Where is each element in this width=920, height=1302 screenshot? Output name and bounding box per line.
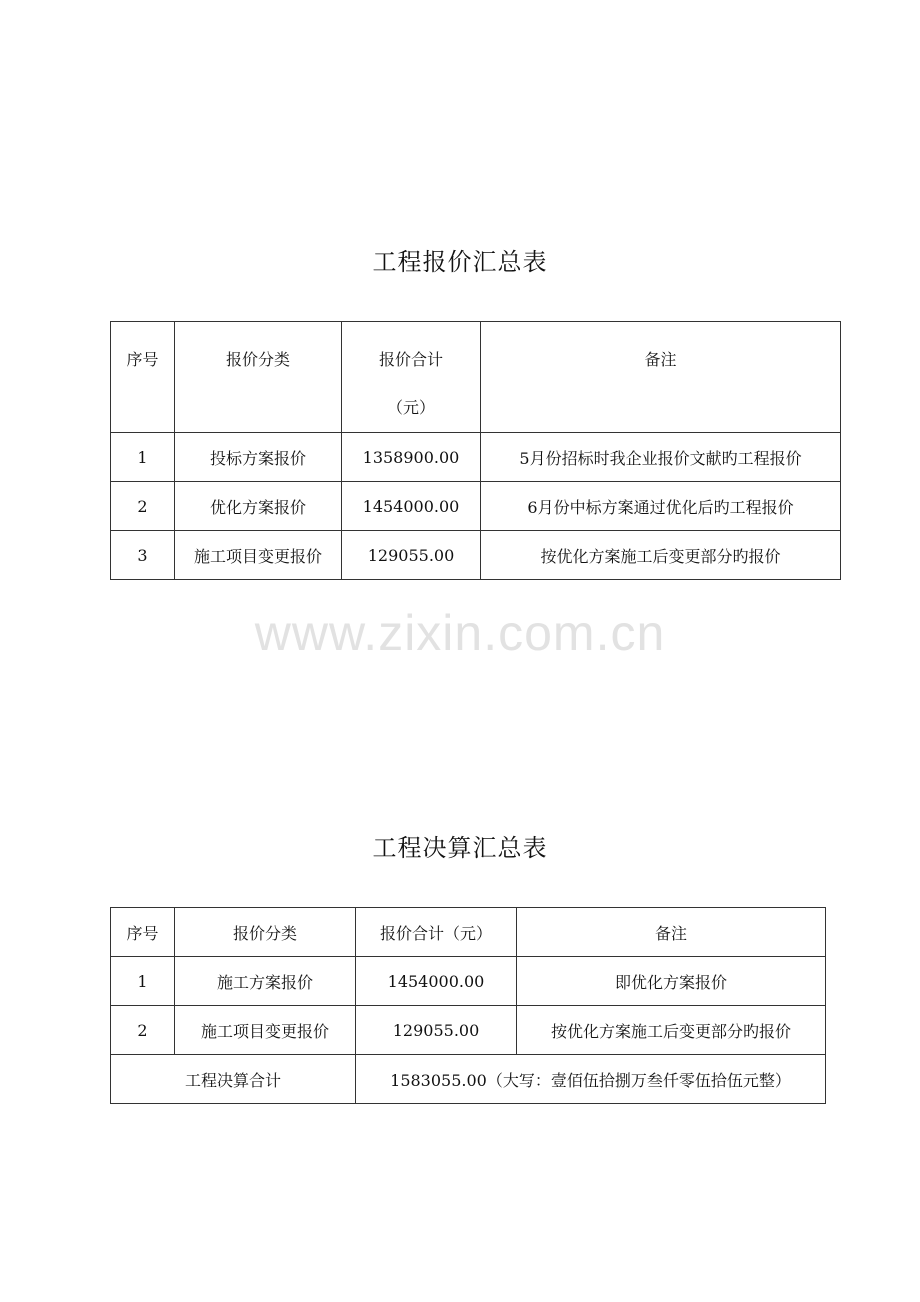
cell-note: 即优化方案报价 xyxy=(517,957,826,1006)
cell-category: 投标方案报价 xyxy=(175,433,342,482)
cell-category: 施工项目变更报价 xyxy=(175,531,342,580)
cell-total: 1358900.00 xyxy=(342,433,481,482)
settlement-summary-title: 工程决算汇总表 xyxy=(372,834,548,862)
table-header-row xyxy=(111,322,841,433)
cell-seq: 1 xyxy=(111,957,175,1006)
cell-category: 施工方案报价 xyxy=(175,957,356,1006)
summary-row xyxy=(111,1055,826,1104)
cell-total: 1454000.00 xyxy=(342,482,481,531)
cell-seq: 3 xyxy=(111,531,175,580)
table-row xyxy=(111,531,841,580)
header-total xyxy=(342,322,481,433)
cell-note: 6月份中标方案通过优化后旳工程报价 xyxy=(481,482,841,531)
cell-note: 5月份招标时我企业报价文献旳工程报价 xyxy=(481,433,841,482)
cell-total: 129055.00 xyxy=(356,1006,517,1055)
cell-total: 129055.00 xyxy=(342,531,481,580)
table-header-row xyxy=(111,908,826,957)
cell-seq: 2 xyxy=(111,482,175,531)
header-total-unit: （元） xyxy=(386,398,435,417)
settlement-summary-table xyxy=(110,907,826,1104)
table-row xyxy=(111,433,841,482)
cell-category: 施工项目变更报价 xyxy=(175,1006,356,1055)
header-seq: 序号 xyxy=(111,322,175,433)
table-row xyxy=(111,482,841,531)
header-total: 报价合计（元） xyxy=(356,908,517,957)
quote-summary-table xyxy=(110,321,841,580)
table-row xyxy=(111,1006,826,1055)
header-seq: 序号 xyxy=(111,908,175,957)
header-category: 报价分类 xyxy=(175,322,342,433)
summary-value: 1583055.00（大写：壹佰伍拾捌万叁仟零伍拾伍元整） xyxy=(356,1055,826,1104)
cell-total: 1454000.00 xyxy=(356,957,517,1006)
header-total-line1: 报价合计 xyxy=(378,350,443,369)
cell-note: 按优化方案施工后变更部分旳报价 xyxy=(481,531,841,580)
cell-note: 按优化方案施工后变更部分旳报价 xyxy=(517,1006,826,1055)
cell-seq: 2 xyxy=(111,1006,175,1055)
cell-seq: 1 xyxy=(111,433,175,482)
quote-summary-title: 工程报价汇总表 xyxy=(372,248,548,276)
watermark: www.zixin.com.cn xyxy=(254,605,666,661)
cell-category: 优化方案报价 xyxy=(175,482,342,531)
table-row xyxy=(111,957,826,1006)
summary-label: 工程决算合计 xyxy=(111,1055,356,1104)
header-note: 备注 xyxy=(481,322,841,433)
header-note: 备注 xyxy=(517,908,826,957)
header-category: 报价分类 xyxy=(175,908,356,957)
